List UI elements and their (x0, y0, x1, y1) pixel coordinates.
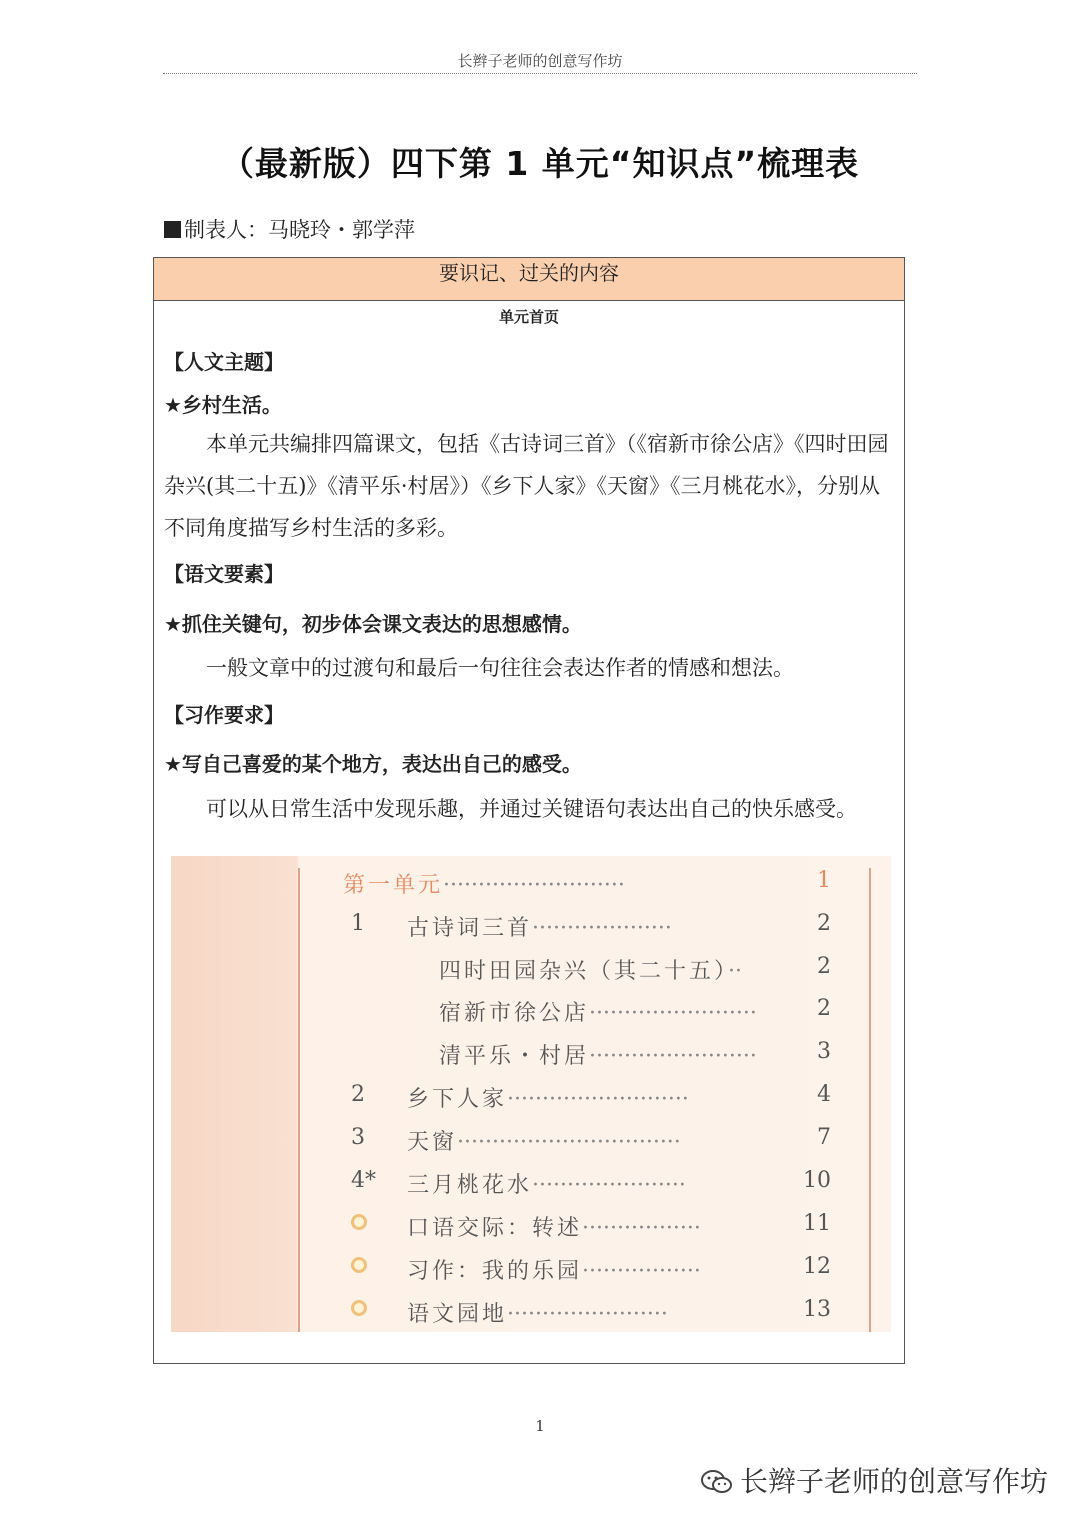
toc-item-title: 天窗································ (407, 1130, 681, 1155)
writing-star-line: ★写自己喜爱的某个地方，表达出自己的感受。 (164, 752, 582, 776)
author-line (164, 214, 415, 244)
elements-star-line: ★抓住关键句，初步体会课文表达的思想感情。 (164, 612, 582, 636)
toc-item-page: 11 (803, 1211, 831, 1236)
table-of-contents-image (171, 856, 891, 1332)
toc-item-page: 7 (817, 1125, 831, 1150)
toc-item-page: 2 (817, 911, 831, 936)
toc-item-page: 3 (817, 1039, 831, 1064)
wechat-icon (700, 1469, 734, 1495)
elements-paragraph: 一般文章中的过渡句和最后一句往往会表达作者的情感和想法。 (206, 656, 794, 680)
toc-item-title: 习作：我的乐园················· (407, 1259, 701, 1284)
ring-bullet-icon (351, 1214, 367, 1230)
page-number: 1 (535, 1417, 545, 1435)
toc-item-num: 1 (351, 911, 365, 936)
toc-item-page: 4 (817, 1082, 831, 1107)
toc-item-page: 2 (817, 996, 831, 1021)
author-text: 制表人：马晓玲・郭学萍 (184, 218, 415, 242)
header-rule (163, 73, 917, 74)
toc-item-title: 乡下人家·························· (407, 1087, 689, 1112)
toc-item-title: 古诗词三首···················· (407, 916, 672, 941)
ring-bullet-icon (351, 1300, 367, 1316)
toc-item-num: 3 (351, 1125, 365, 1150)
toc-item-page: 10 (803, 1168, 831, 1193)
toc-item-title: 四时田园杂兴（其二十五）·· (439, 959, 743, 984)
toc-divider-left (298, 868, 300, 1332)
document-title: （最新版）四下第 1 单元“知识点”梳理表 (220, 144, 860, 183)
section-heading-elements: 【语文要素】 (164, 562, 284, 586)
toc-item-num: 4* (351, 1168, 376, 1193)
watermark-text: 长辫子老师的创意写作坊 (740, 1465, 1049, 1498)
toc-item-page: 12 (803, 1254, 831, 1279)
toc-item-title: 三月桃花水······················ (407, 1173, 686, 1198)
wechat-watermark (700, 1460, 1048, 1500)
toc-item-title: 宿新市徐公店························ (439, 1001, 757, 1026)
toc-item-title: 清平乐・村居························ (439, 1044, 757, 1069)
section-heading-theme: 【人文主题】 (164, 350, 284, 374)
toc-item-page: 13 (803, 1297, 831, 1322)
toc-unit-title: 第一单元·························· (343, 873, 625, 898)
square-bullet-icon (164, 221, 181, 238)
toc-item-title: 口语交际：转述················· (407, 1216, 701, 1241)
theme-star-line: ★乡村生活。 (164, 393, 282, 417)
table-header: 要识记、过关的内容 (154, 258, 904, 301)
ring-bullet-icon (351, 1257, 367, 1273)
theme-paragraph: 本单元共编排四篇课文，包括《古诗词三首》（《宿新市徐公店》《四时田园杂兴(其二十五)》《清平乐·村居》）《乡下人家》《天窗》《三月桃花水》，分别从不同角度描写乡村生活的多彩。 (164, 432, 889, 540)
section-heading-writing: 【习作要求】 (164, 703, 284, 727)
toc-item-num: 2 (351, 1082, 365, 1107)
page-header: 长辫子老师的创意写作坊 (457, 52, 623, 70)
toc-divider-right (869, 868, 871, 1332)
toc-unit-page: 1 (817, 868, 831, 893)
writing-paragraph: 可以从日常生活中发现乐趣，并通过关键语句表达出自己的快乐感受。 (206, 797, 857, 821)
toc-item-page: 2 (817, 954, 831, 979)
table-subtitle: 单元首页 (498, 308, 559, 326)
toc-item-title: 语文园地······················· (407, 1302, 668, 1327)
